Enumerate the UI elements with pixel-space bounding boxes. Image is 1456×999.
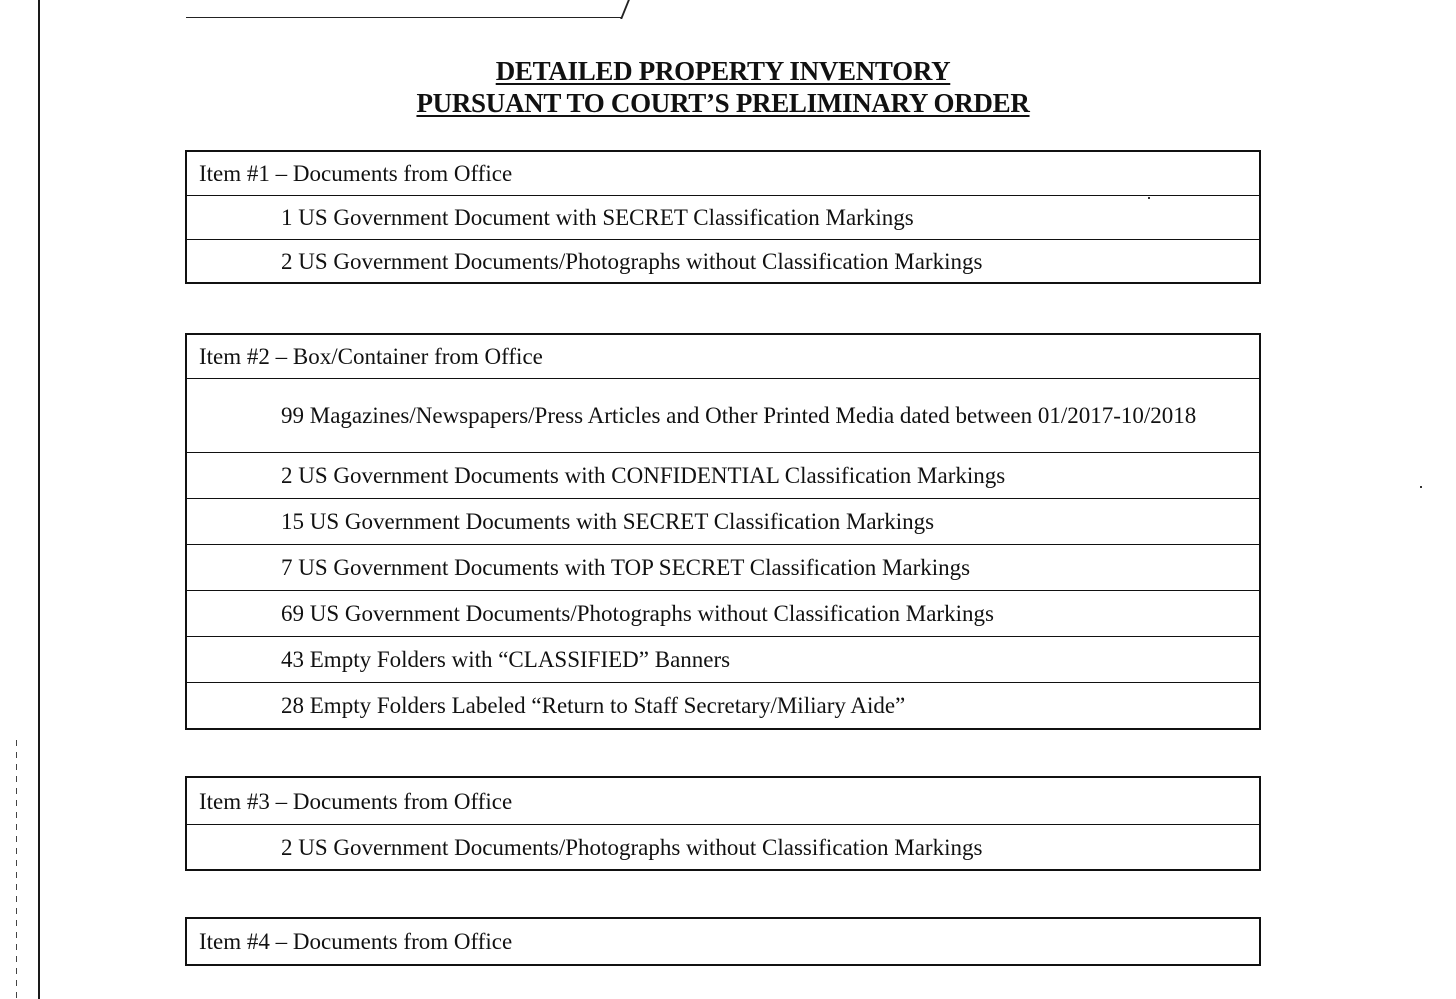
item-4-table	[185, 917, 1261, 966]
item-2-entry: 99 Magazines/Newspapers/Press Articles and Other Printed Media dated between 01/2017-10/2018	[187, 378, 1259, 452]
item-1-entry: 2 US Government Documents/Photographs without Classification Markings	[187, 239, 1259, 282]
document-subtitle: PURSUANT TO COURT’S PRELIMINARY ORDER	[416, 88, 1030, 118]
item-2-entry: 28 Empty Folders Labeled “Return to Staff Secretary/Miliary Aide”	[187, 682, 1259, 728]
item-4-header: Item #4 – Documents from Office	[199, 929, 513, 954]
scan-edge-line	[38, 0, 40, 999]
scan-speck	[1420, 486, 1422, 488]
item-2-entry: 69 US Government Documents/Photographs without Classification Markings	[187, 590, 1259, 636]
scan-speck	[1148, 197, 1150, 199]
scan-edge-dashed-line	[16, 740, 17, 999]
signature-line-slash	[620, 0, 630, 19]
item-2-entry: 7 US Government Documents with TOP SECRET Classification Markings	[187, 544, 1259, 590]
item-3-table	[185, 776, 1261, 871]
item-2-entry: 43 Empty Folders with “CLASSIFIED” Banners	[187, 636, 1259, 682]
item-1-table	[185, 150, 1261, 284]
item-2-header: Item #2 – Box/Container from Office	[199, 344, 543, 369]
item-2-entry: 15 US Government Documents with SECRET Classification Markings	[187, 498, 1259, 544]
item-3-header: Item #3 – Documents from Office	[199, 788, 513, 814]
item-1-header: Item #1 – Documents from Office	[199, 161, 513, 186]
item-2-table	[185, 333, 1261, 730]
item-3-entry: 2 US Government Documents/Photographs without Classification Markings	[187, 824, 1259, 869]
item-2-entry: 2 US Government Documents with CONFIDENTIAL Classification Markings	[187, 452, 1259, 498]
signature-line	[186, 17, 622, 18]
document-title: DETAILED PROPERTY INVENTORY	[495, 56, 951, 86]
item-1-entry: 1 US Government Document with SECRET Classification Markings	[187, 195, 1259, 239]
